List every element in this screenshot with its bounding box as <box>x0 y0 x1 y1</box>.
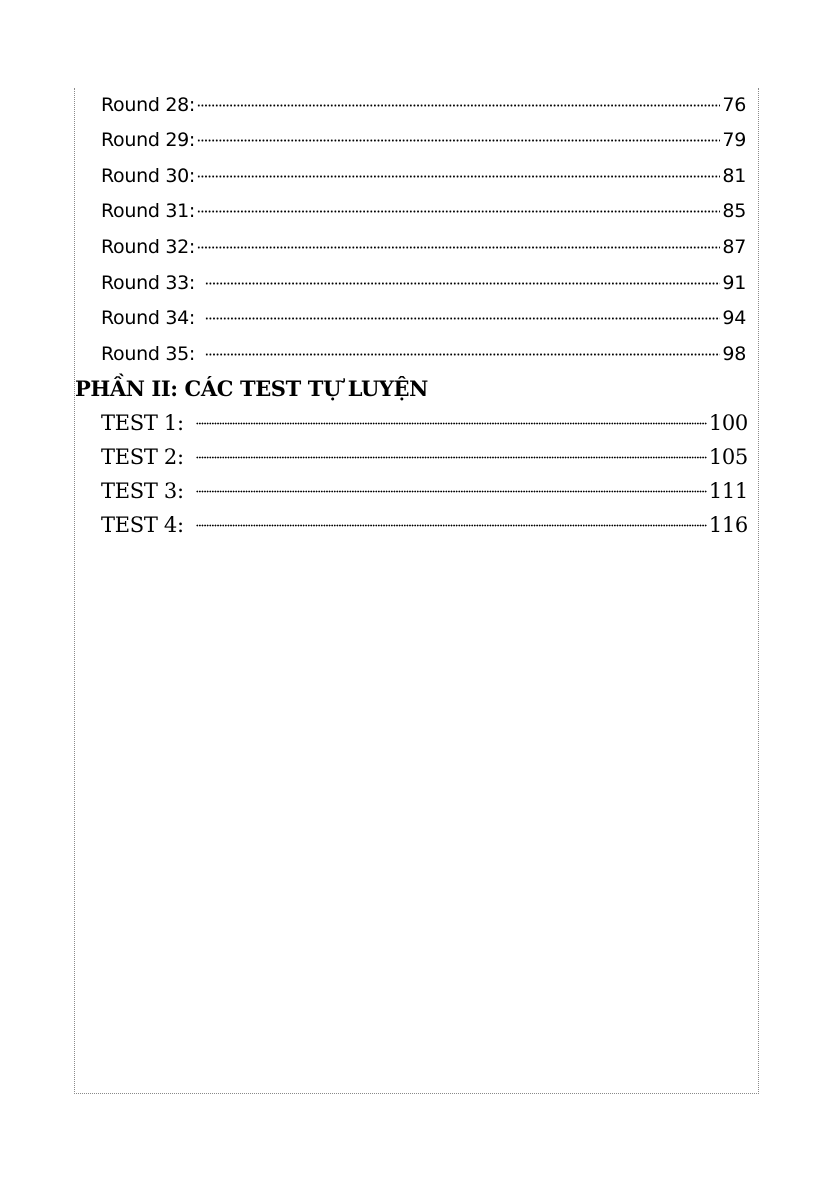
dot-leader <box>197 175 720 178</box>
toc-entry-page-number: 105 <box>708 445 748 469</box>
dot-leader <box>196 422 707 425</box>
toc-entry-page-number: 91 <box>722 272 746 294</box>
toc-entry-test-4[interactable] <box>101 511 748 539</box>
toc-entry-round-32[interactable] <box>101 234 746 260</box>
toc-entry-page-number: 85 <box>722 200 746 222</box>
toc-entry-label: Round 31: <box>101 200 196 222</box>
toc-entry-page-number: 81 <box>722 165 746 187</box>
toc-entry-label: Round 29: <box>101 129 196 151</box>
toc-entry-round-31[interactable] <box>101 198 746 224</box>
toc-entry-label: TEST 1: <box>101 411 184 435</box>
toc-entry-label: Round 30: <box>101 165 196 187</box>
toc-entry-test-3[interactable] <box>101 477 748 505</box>
dot-leader <box>196 456 707 459</box>
dot-leader <box>196 524 707 527</box>
dot-leader <box>197 246 720 249</box>
section-heading[interactable]: PHẦN II: CÁC TEST TỰ LUYỆN <box>75 376 428 401</box>
toc-entry-round-35[interactable] <box>101 341 746 367</box>
dot-leader <box>205 282 720 285</box>
toc-entry-label: TEST 2: <box>101 445 184 469</box>
toc-entry-page-number: 87 <box>722 236 746 258</box>
dot-leader <box>197 210 720 213</box>
toc-entry-page-number: 111 <box>708 479 748 503</box>
toc-entry-round-29[interactable] <box>101 127 746 153</box>
toc-entry-page-number: 100 <box>708 411 748 435</box>
toc-entry-label: Round 32: <box>101 236 196 258</box>
toc-entry-test-2[interactable] <box>101 443 748 471</box>
dot-leader <box>196 490 707 493</box>
toc-entry-label: Round 34: <box>101 307 196 329</box>
toc-entry-page-number: 94 <box>722 307 746 329</box>
dot-leader <box>205 317 720 320</box>
toc-entry-round-28[interactable] <box>101 92 746 118</box>
dot-leader <box>197 104 720 107</box>
toc-entry-label: TEST 3: <box>101 479 184 503</box>
toc-entry-page-number: 116 <box>708 513 748 537</box>
toc-entry-label: TEST 4: <box>101 513 184 537</box>
dot-leader <box>197 139 720 142</box>
toc-entry-page-number: 98 <box>722 343 746 365</box>
toc-entry-label: Round 35: <box>101 343 196 365</box>
toc-entry-page-number: 76 <box>722 94 746 116</box>
toc-entry-test-1[interactable] <box>101 409 748 437</box>
toc-entry-label: Round 33: <box>101 272 196 294</box>
toc-entry-label: Round 28: <box>101 94 196 116</box>
toc-entry-round-33[interactable] <box>101 270 746 296</box>
dot-leader <box>205 353 720 356</box>
toc-entry-round-34[interactable] <box>101 305 746 331</box>
toc-entry-round-30[interactable] <box>101 163 746 189</box>
toc-entry-page-number: 79 <box>722 129 746 151</box>
